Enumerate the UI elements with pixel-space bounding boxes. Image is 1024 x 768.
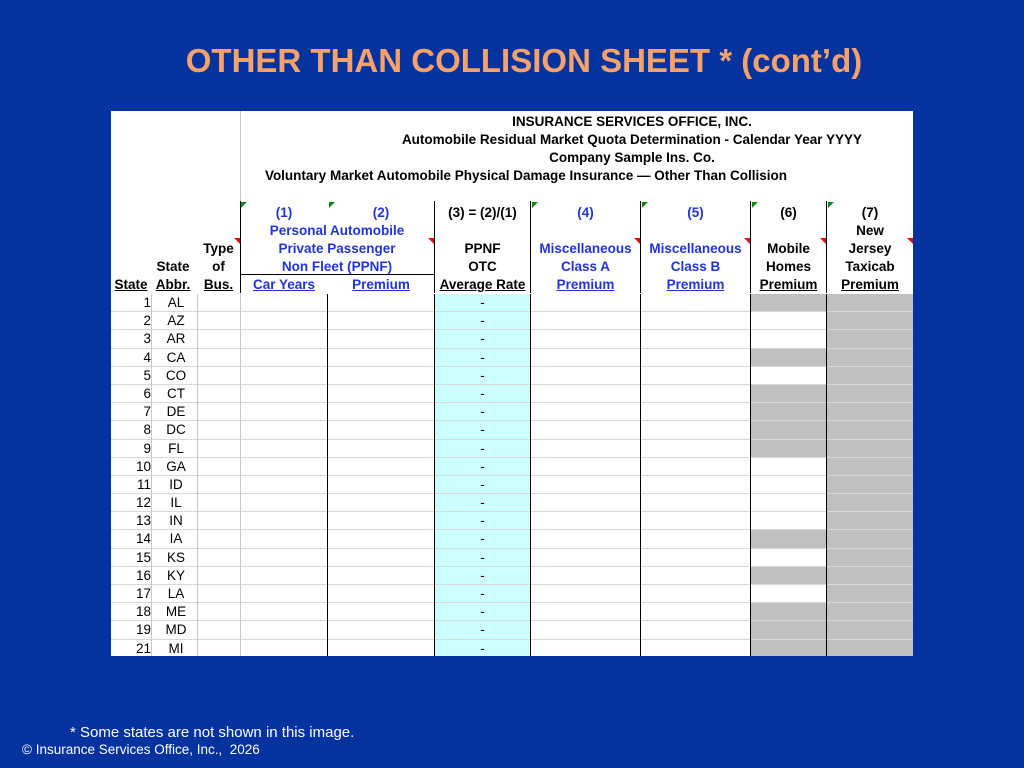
type-of-business-cell [197, 603, 240, 620]
class-b-premium-cell [641, 330, 750, 347]
car-years-cell [240, 621, 327, 638]
row-number: 17 [135, 586, 151, 601]
mobile-homes-premium-cell [751, 367, 826, 384]
state-rows [111, 294, 913, 656]
state-abbr-cell: LA [167, 586, 185, 601]
col-4-label-2: Class A [560, 259, 611, 274]
class-a-premium-cell [531, 640, 640, 656]
sheet-header-company: INSURANCE SERVICES OFFICE, INC. [512, 114, 752, 129]
nj-taxicab-premium-cell [827, 440, 913, 457]
table-row [111, 585, 913, 603]
table-row [111, 512, 913, 530]
premium-cell [328, 312, 434, 329]
footnote: * Some states are not shown in this image. [70, 724, 355, 741]
type-of-business-cell [197, 640, 240, 656]
class-b-premium-cell [641, 530, 750, 547]
average-rate-cell: - [435, 367, 530, 384]
state-abbr-cell: AZ [167, 313, 185, 329]
car-years-cell [240, 640, 327, 656]
ppnf-group-label-1: Personal Automobile [269, 223, 405, 238]
type-of-business-cell [197, 585, 240, 602]
col-1-number: (1) [275, 205, 293, 220]
table-row [111, 330, 913, 348]
mobile-homes-premium-cell [751, 494, 826, 511]
type-of-business-cell [197, 403, 240, 420]
class-a-premium-cell [531, 367, 640, 384]
nj-taxicab-premium-cell [827, 476, 913, 493]
class-b-premium-cell [641, 312, 750, 329]
table-row [111, 367, 913, 385]
car-years-cell [240, 494, 327, 511]
row-number: 4 [143, 349, 151, 365]
class-b-premium-cell [641, 512, 750, 529]
average-rate-cell: - [435, 621, 530, 638]
grid-line [240, 274, 434, 275]
class-b-premium-cell [641, 494, 750, 511]
average-rate-cell: - [435, 567, 530, 584]
state-abbr-cell: FL [168, 440, 184, 456]
nj-taxicab-premium-cell [827, 312, 913, 329]
col-type-of-business: Type of Bus. [203, 241, 234, 292]
table-row [111, 403, 913, 421]
grid-line [327, 294, 328, 656]
mobile-homes-premium-cell [751, 621, 826, 638]
row-number: 7 [143, 404, 151, 420]
car-years-cell [240, 476, 327, 493]
car-years-cell [240, 294, 327, 311]
nj-taxicab-premium-cell [827, 530, 913, 547]
premium-cell [328, 294, 434, 311]
grid-line [240, 294, 241, 656]
col-5-label-2: Class B [670, 259, 721, 274]
premium-cell [328, 349, 434, 366]
car-years-cell [240, 567, 327, 584]
row-number: 19 [135, 622, 151, 638]
col-3-label-2: OTC [468, 259, 497, 274]
sheet-header-subject: Automobile Residual Market Quota Determination - Calendar Year YYYY [401, 132, 863, 147]
class-b-premium-cell [641, 367, 750, 384]
class-a-premium-cell [531, 603, 640, 620]
nj-taxicab-premium-cell [827, 458, 913, 475]
class-a-premium-cell [531, 294, 640, 311]
average-rate-cell: - [435, 494, 530, 511]
class-a-premium-cell [531, 530, 640, 547]
col-5-premium: Premium [666, 277, 725, 292]
average-rate-cell: - [435, 476, 530, 493]
mobile-homes-premium-cell [751, 458, 826, 475]
nj-taxicab-premium-cell [827, 403, 913, 420]
type-of-business-cell [197, 312, 240, 329]
premium-cell [328, 512, 434, 529]
average-rate-cell: - [435, 530, 530, 547]
grid-line [640, 201, 641, 293]
state-abbr-cell: AR [166, 331, 186, 347]
slide-title: OTHER THAN COLLISION SHEET * (cont’d) [185, 42, 863, 79]
average-rate-cell: - [435, 585, 530, 602]
row-number: 10 [135, 458, 151, 474]
mobile-homes-premium-cell [751, 603, 826, 620]
ppnf-group-label-2: Private Passenger [278, 241, 396, 256]
class-a-premium-cell [531, 403, 640, 420]
table-row [111, 458, 913, 476]
car-years-cell [240, 421, 327, 438]
type-of-business-cell [197, 294, 240, 311]
class-b-premium-cell [641, 567, 750, 584]
class-b-premium-cell [641, 603, 750, 620]
mobile-homes-premium-cell [751, 640, 826, 656]
average-rate-cell: - [435, 385, 530, 402]
car-years-cell [240, 512, 327, 529]
nj-taxicab-premium-cell [827, 512, 913, 529]
sheet-header-insurer: Company Sample Ins. Co. [549, 150, 715, 165]
car-years-cell [240, 349, 327, 366]
car-years-cell [240, 549, 327, 566]
comment-marker [241, 202, 247, 208]
table-row [111, 603, 913, 621]
row-number: 13 [135, 513, 151, 529]
state-abbr-cell: MD [165, 622, 187, 638]
grid-line [434, 201, 435, 293]
premium-cell [328, 385, 434, 402]
table-row [111, 476, 913, 494]
col-6-label-1: Mobile [767, 241, 810, 256]
mobile-homes-premium-cell [751, 294, 826, 311]
class-a-premium-cell [531, 494, 640, 511]
type-of-business-cell [197, 567, 240, 584]
class-a-premium-cell [531, 385, 640, 402]
mobile-homes-premium-cell [751, 385, 826, 402]
class-a-premium-cell [531, 585, 640, 602]
col-3-number: (3) = (2)/(1) [448, 205, 517, 220]
col-car-years: Car Years [252, 277, 316, 292]
col-7-label-1: New [856, 223, 884, 238]
class-b-premium-cell [641, 476, 750, 493]
premium-cell [328, 640, 434, 656]
state-abbr-cell: IA [169, 531, 183, 547]
col-3-label-1: PPNF [464, 241, 501, 256]
nj-taxicab-premium-cell [827, 349, 913, 366]
class-a-premium-cell [531, 440, 640, 457]
col-7-label-2: Jersey [848, 241, 892, 256]
mobile-homes-premium-cell [751, 530, 826, 547]
nj-taxicab-premium-cell [827, 567, 913, 584]
col-5-label-1: Miscellaneous [649, 241, 742, 256]
state-abbr-cell: ME [165, 604, 187, 620]
nj-taxicab-premium-cell [827, 603, 913, 620]
col-7-number: (7) [861, 205, 879, 220]
class-b-premium-cell [641, 421, 750, 438]
nj-taxicab-premium-cell [827, 294, 913, 311]
row-number: 8 [143, 422, 151, 438]
table-row [111, 294, 913, 312]
class-a-premium-cell [531, 312, 640, 329]
grid-line [530, 294, 531, 656]
average-rate-cell: - [435, 640, 530, 656]
car-years-cell [240, 312, 327, 329]
comment-marker [752, 202, 758, 208]
premium-cell [328, 494, 434, 511]
type-of-business-cell [197, 494, 240, 511]
class-b-premium-cell [641, 458, 750, 475]
average-rate-cell: - [435, 440, 530, 457]
class-b-premium-cell [641, 385, 750, 402]
table-row [111, 494, 913, 512]
mobile-homes-premium-cell [751, 349, 826, 366]
car-years-cell [240, 440, 327, 457]
premium-cell [328, 621, 434, 638]
mobile-homes-premium-cell [751, 421, 826, 438]
state-abbr-cell: DC [166, 422, 186, 438]
mobile-homes-premium-cell [751, 512, 826, 529]
comment-marker [828, 202, 834, 208]
type-of-business-cell [197, 458, 240, 475]
premium-cell [328, 403, 434, 420]
comment-marker [532, 202, 538, 208]
class-a-premium-cell [531, 330, 640, 347]
state-abbr-cell: AL [167, 295, 185, 310]
state-abbr-cell: CA [166, 349, 186, 365]
nj-taxicab-premium-cell [827, 549, 913, 566]
comment-marker [642, 202, 648, 208]
premium-cell [328, 421, 434, 438]
premium-cell [328, 567, 434, 584]
car-years-cell [240, 385, 327, 402]
col-6-premium: Premium [759, 277, 818, 292]
nj-taxicab-premium-cell [827, 367, 913, 384]
col-state: State [114, 277, 148, 292]
average-rate-cell: - [435, 312, 530, 329]
class-b-premium-cell [641, 403, 750, 420]
class-a-premium-cell [531, 458, 640, 475]
type-of-business-cell [197, 621, 240, 638]
premium-cell [328, 603, 434, 620]
col-6-number: (6) [780, 205, 797, 220]
state-abbr-cell: CT [167, 385, 185, 401]
table-row [111, 385, 913, 403]
grid-line [151, 294, 152, 656]
class-b-premium-cell [641, 549, 750, 566]
row-number: 14 [135, 531, 151, 547]
premium-cell [328, 330, 434, 347]
class-a-premium-cell [531, 476, 640, 493]
mobile-homes-premium-cell [751, 549, 826, 566]
col-4-label-1: Miscellaneous [539, 241, 632, 256]
col-7-premium: Premium [841, 277, 899, 292]
car-years-cell [240, 403, 327, 420]
premium-cell [328, 458, 434, 475]
grid-line [750, 294, 751, 656]
state-abbr-cell: ID [169, 476, 183, 492]
row-number: 16 [135, 567, 151, 583]
grid-line [640, 294, 641, 656]
nj-taxicab-premium-cell [827, 330, 913, 347]
comment-marker [329, 202, 335, 208]
nj-taxicab-premium-cell [827, 585, 913, 602]
col-premium: Premium [352, 277, 410, 292]
spreadsheet-image [111, 111, 913, 656]
premium-cell [328, 367, 434, 384]
type-of-business-cell [197, 349, 240, 366]
type-of-business-cell [197, 367, 240, 384]
grid-line [750, 201, 751, 293]
table-row [111, 549, 913, 567]
class-b-premium-cell [641, 621, 750, 638]
average-rate-cell: - [435, 549, 530, 566]
state-abbr-cell: DE [166, 404, 186, 420]
premium-cell [328, 476, 434, 493]
sheet-header-line: Voluntary Market Automobile Physical Damage Insurance — Other Than Collision [264, 168, 788, 183]
type-of-business-cell [197, 440, 240, 457]
mobile-homes-premium-cell [751, 312, 826, 329]
col-2-number: (2) [372, 205, 390, 220]
average-rate-cell: - [435, 403, 530, 420]
col-7-label-3: Taxicab [845, 259, 895, 274]
car-years-cell [240, 585, 327, 602]
nj-taxicab-premium-cell [827, 621, 913, 638]
row-number: 9 [143, 440, 151, 456]
type-of-business-cell [197, 385, 240, 402]
class-a-premium-cell [531, 512, 640, 529]
col-average-rate: Average Rate [439, 277, 526, 292]
table-row [111, 640, 913, 656]
average-rate-cell: - [435, 294, 530, 311]
state-abbr-cell: CO [165, 367, 187, 383]
row-number: 21 [135, 640, 151, 656]
type-of-business-cell [197, 512, 240, 529]
state-abbr-cell: IL [170, 495, 182, 511]
table-row [111, 530, 913, 548]
car-years-cell [240, 530, 327, 547]
table-row [111, 621, 913, 639]
table-row [111, 312, 913, 330]
state-abbr-cell: GA [166, 458, 186, 474]
average-rate-cell: - [435, 458, 530, 475]
col-6-label-2: Homes [765, 259, 811, 274]
state-abbr-cell: IN [169, 513, 183, 529]
car-years-cell [240, 603, 327, 620]
row-number: 18 [135, 604, 151, 620]
row-number: 1 [143, 295, 151, 310]
car-years-cell [240, 458, 327, 475]
average-rate-cell: - [435, 512, 530, 529]
class-a-premium-cell [531, 567, 640, 584]
comment-marker [907, 238, 913, 244]
row-number: 11 [136, 476, 151, 492]
class-a-premium-cell [531, 549, 640, 566]
mobile-homes-premium-cell [751, 476, 826, 493]
premium-cell [328, 549, 434, 566]
average-rate-cell: - [435, 349, 530, 366]
type-of-business-cell [197, 549, 240, 566]
row-number: 3 [143, 331, 151, 347]
car-years-cell [240, 330, 327, 347]
mobile-homes-premium-cell [751, 330, 826, 347]
ppnf-group-label-3: Non Fleet (PPNF) [281, 259, 393, 274]
class-b-premium-cell [641, 585, 750, 602]
type-of-business-cell [197, 330, 240, 347]
grid-line [434, 294, 435, 656]
table-row [111, 421, 913, 439]
car-years-cell [240, 367, 327, 384]
table-row [111, 567, 913, 585]
mobile-homes-premium-cell [751, 567, 826, 584]
type-of-business-cell [197, 476, 240, 493]
copyright-notice: © Insurance Services Office, Inc., 2026 [22, 742, 260, 757]
premium-cell [328, 530, 434, 547]
average-rate-cell: - [435, 330, 530, 347]
class-b-premium-cell [641, 440, 750, 457]
mobile-homes-premium-cell [751, 440, 826, 457]
grid-line [240, 201, 241, 293]
grid-line [826, 294, 827, 656]
nj-taxicab-premium-cell [827, 421, 913, 438]
row-number: 2 [143, 313, 151, 329]
row-number: 12 [135, 495, 151, 511]
col-state-abbr: State Abbr. [155, 259, 191, 292]
grid-line [197, 294, 198, 656]
row-number: 15 [135, 549, 151, 565]
grid-line [530, 201, 531, 293]
grid-line [826, 201, 827, 293]
class-b-premium-cell [641, 640, 750, 656]
type-of-business-cell [197, 530, 240, 547]
table-row [111, 349, 913, 367]
col-4-premium: Premium [556, 277, 615, 292]
class-a-premium-cell [531, 349, 640, 366]
premium-cell [328, 440, 434, 457]
nj-taxicab-premium-cell [827, 494, 913, 511]
premium-cell [328, 585, 434, 602]
average-rate-cell: - [435, 421, 530, 438]
state-abbr-cell: MI [168, 640, 184, 656]
average-rate-cell: - [435, 603, 530, 620]
class-a-premium-cell [531, 421, 640, 438]
row-number: 5 [143, 367, 151, 383]
nj-taxicab-premium-cell [827, 385, 913, 402]
col-5-number: (5) [687, 205, 704, 220]
class-b-premium-cell [641, 294, 750, 311]
nj-taxicab-premium-cell [827, 640, 913, 656]
mobile-homes-premium-cell [751, 403, 826, 420]
row-number: 6 [143, 385, 151, 401]
type-of-business-cell [197, 421, 240, 438]
state-abbr-cell: KY [166, 567, 185, 583]
state-abbr-cell: KS [166, 549, 185, 565]
grid-line [240, 111, 241, 201]
table-row [111, 440, 913, 458]
col-4-number: (4) [577, 205, 594, 220]
class-a-premium-cell [531, 621, 640, 638]
class-b-premium-cell [641, 349, 750, 366]
mobile-homes-premium-cell [751, 585, 826, 602]
